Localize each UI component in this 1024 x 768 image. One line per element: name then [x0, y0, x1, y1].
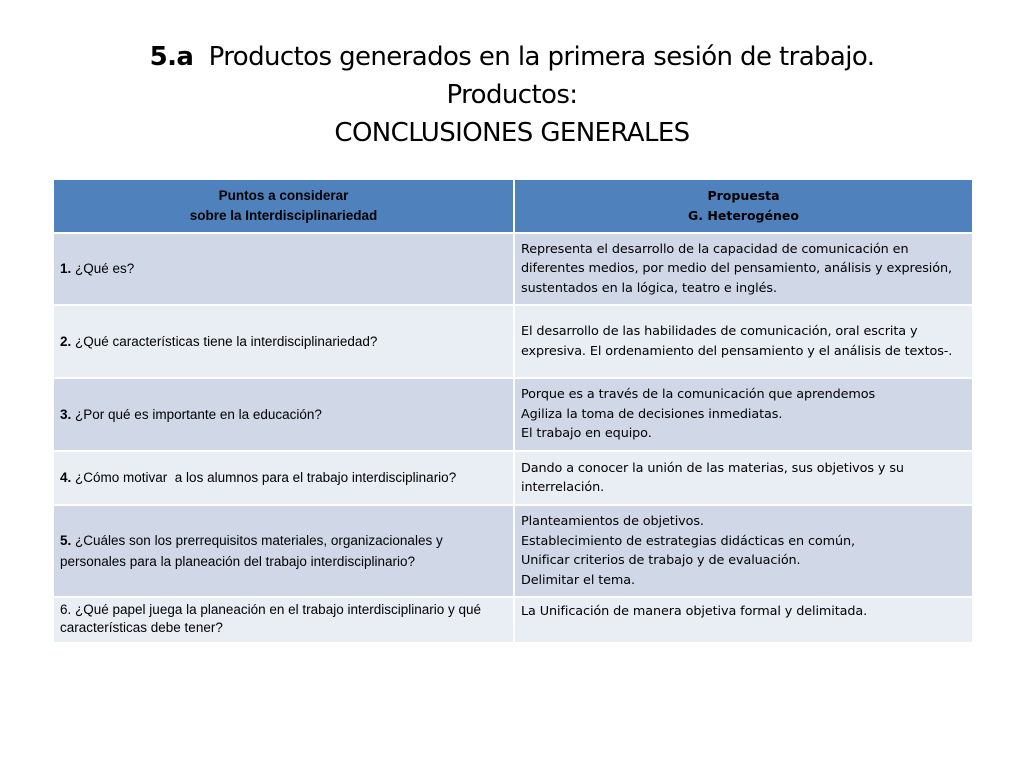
header-propuesta — [514, 179, 973, 233]
header-propuesta-line-2: G. Heterogéneo — [688, 208, 799, 223]
answer-line: Establecimiento de estrategias didácticas en común, — [521, 533, 855, 549]
question-number: 2. — [60, 333, 72, 349]
answer-cell — [514, 505, 973, 597]
answer-cell — [514, 451, 973, 505]
title-line-3: CONCLUSIONES GENERALES — [334, 118, 690, 148]
question-text: ¿Qué características tiene la interdisciplinariedad? — [75, 333, 378, 349]
answer-cell — [514, 305, 973, 378]
question-number: 1. — [60, 261, 72, 276]
header-propuesta-line-1: Propuesta — [707, 188, 780, 203]
title-line-2: Productos: — [446, 80, 578, 110]
slide-title — [60, 38, 964, 152]
table-row — [53, 505, 973, 597]
header-puntos-line-1: Puntos a considerar — [218, 188, 349, 203]
title-line-1 — [60, 38, 964, 76]
title-line-1-text: Productos generados en la primera sesión de trabajo. — [208, 42, 875, 72]
question-cell — [53, 505, 514, 597]
table-header-row — [53, 179, 973, 233]
question-text: ¿Por qué es importante en la educación? — [75, 406, 322, 422]
answer-line: Representa el desarrollo de la capacidad de comunicación en diferentes medios, por medio del pensamiento, análisis y expresión, sustentados en la lógica, teatro e inglés. — [521, 241, 952, 296]
table-row — [53, 305, 973, 378]
answer-cell — [514, 597, 973, 643]
question-cell — [53, 233, 514, 305]
question-text: ¿Cómo motivar a los alumnos para el trabajo interdisciplinario? — [75, 470, 457, 485]
answer-line: La Unificación de manera objetiva formal y delimitada. — [521, 604, 868, 619]
question-number: 5. — [60, 533, 72, 548]
answer-line: Porque es a través de la comunicación que aprendemos — [521, 387, 876, 403]
table-row — [53, 597, 973, 643]
conclusions-table — [52, 178, 974, 644]
answer-cell — [514, 233, 973, 305]
question-number: 4. — [60, 470, 72, 485]
question-text: ¿Cuáles son los prerrequisitos materiales, organizacionales y personales para la planeación del trabajo interdisciplinario? — [60, 533, 443, 569]
answer-cell — [514, 378, 973, 451]
question-cell — [53, 451, 514, 505]
question-number: 3. — [60, 406, 72, 422]
answer-line: El desarrollo de las habilidades de comunicación, oral escrita y expresiva. El ordenamiento del pensamiento y el análisis de textos-. — [521, 324, 953, 359]
question-cell — [53, 597, 514, 643]
question-cell — [53, 305, 514, 378]
question-cell — [53, 378, 514, 451]
title-number: 5.a — [149, 42, 194, 72]
header-puntos — [53, 179, 514, 233]
answer-line: Dando a conocer la unión de las materias, sus objetivos y su interrelación. — [521, 460, 904, 495]
answer-line: Agiliza la toma de decisiones inmediatas. — [521, 406, 783, 422]
answer-line: Unificar criterios de trabajo y de evaluación. — [521, 553, 801, 568]
header-puntos-line-2: sobre la Interdisciplinariedad — [189, 208, 378, 223]
question-text: ¿Qué es? — [75, 261, 135, 276]
answer-line: Delimitar el tema. — [521, 572, 636, 588]
table-row — [53, 378, 973, 451]
answer-line: El trabajo en equipo. — [521, 426, 652, 442]
answer-line: Planteamientos de objetivos. — [521, 514, 704, 529]
table-row — [53, 233, 973, 305]
question-text: 6. ¿Qué papel juega la planeación en el trabajo interdisciplinario y qué características debe tener? — [60, 602, 482, 635]
table-row — [53, 451, 973, 505]
